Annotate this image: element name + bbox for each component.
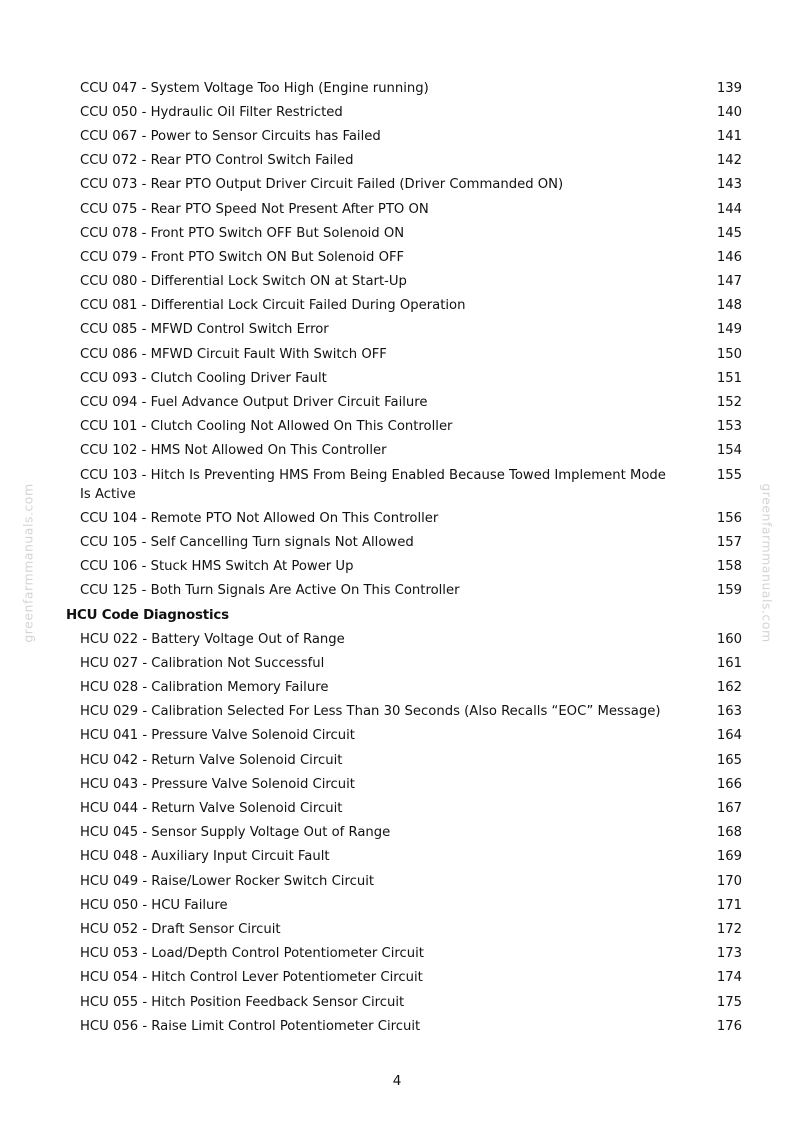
toc-entry[interactable] bbox=[66, 676, 746, 700]
toc-entry-title: CCU 104 - Remote PTO Not Allowed On This Controller bbox=[80, 510, 439, 526]
toc-entry[interactable] bbox=[66, 149, 746, 173]
toc-entry-title: HCU 043 - Pressure Valve Solenoid Circuit bbox=[80, 776, 355, 792]
toc-entry-page-number: 146 bbox=[716, 249, 742, 265]
toc-entry-title: HCU 042 - Return Valve Solenoid Circuit bbox=[80, 752, 343, 768]
toc-entry[interactable] bbox=[66, 173, 746, 197]
toc-entry[interactable] bbox=[66, 390, 746, 414]
toc-entry-page-number: 175 bbox=[716, 994, 742, 1010]
toc-entry-page-number: 164 bbox=[716, 728, 742, 744]
toc-entry-page-number: 172 bbox=[716, 921, 742, 937]
toc-entry-title: HCU 027 - Calibration Not Successful bbox=[80, 655, 325, 671]
toc-entry-page-number: 158 bbox=[716, 559, 742, 575]
toc-entry-page-number: 150 bbox=[716, 346, 742, 362]
toc-entry-page-number: 140 bbox=[716, 104, 742, 120]
toc-entry[interactable] bbox=[66, 700, 746, 724]
watermark-left: greenfarmmanuals.com bbox=[20, 483, 36, 643]
toc-entry-page-number: 176 bbox=[716, 1018, 742, 1034]
toc-entry-title: HCU 048 - Auxiliary Input Circuit Fault bbox=[80, 849, 330, 865]
toc-entry[interactable] bbox=[66, 415, 746, 439]
toc-entry-title: HCU 044 - Return Valve Solenoid Circuit bbox=[80, 801, 343, 817]
toc-entry[interactable] bbox=[66, 270, 746, 294]
page-number: 4 bbox=[392, 1073, 402, 1089]
toc-entry-title: HCU 052 - Draft Sensor Circuit bbox=[80, 921, 281, 937]
toc-entry-page-number: 160 bbox=[716, 631, 742, 647]
toc-entry[interactable] bbox=[66, 506, 746, 530]
toc-entry-page-number: 142 bbox=[716, 153, 742, 169]
toc-entry-title: CCU 105 - Self Cancelling Turn signals Not Allowed bbox=[80, 534, 414, 550]
toc-entry-page-number: 168 bbox=[716, 825, 742, 841]
toc-entry[interactable] bbox=[66, 966, 746, 990]
toc-entry[interactable] bbox=[66, 463, 746, 506]
toc-entry-title: HCU 050 - HCU Failure bbox=[80, 897, 228, 913]
toc-entry-page-number: 141 bbox=[716, 128, 742, 144]
toc-entry-page-number: 154 bbox=[716, 443, 742, 459]
toc-entry[interactable] bbox=[66, 748, 746, 772]
toc-entry-page-number: 156 bbox=[716, 510, 742, 526]
toc-entry-title: CCU 102 - HMS Not Allowed On This Controller bbox=[80, 443, 387, 459]
toc-entry[interactable] bbox=[66, 318, 746, 342]
toc-entry[interactable] bbox=[66, 439, 746, 463]
toc-entry-page-number: 148 bbox=[716, 298, 742, 314]
toc-entry[interactable] bbox=[66, 124, 746, 148]
toc-entry-title: CCU 106 - Stuck HMS Switch At Power Up bbox=[80, 559, 354, 575]
toc-entry-title: HCU 022 - Battery Voltage Out of Range bbox=[80, 631, 345, 647]
toc-entry-title: CCU 125 - Both Turn Signals Are Active On This Controller bbox=[80, 583, 460, 599]
toc-entry-title: CCU 067 - Power to Sensor Circuits has Failed bbox=[80, 128, 381, 144]
toc-entry[interactable] bbox=[66, 917, 746, 941]
toc-entry-title: HCU 054 - Hitch Control Lever Potentiometer Circuit bbox=[80, 970, 423, 986]
toc-entry-page-number: 145 bbox=[716, 225, 742, 241]
toc-entry-page-number: 143 bbox=[716, 177, 742, 193]
toc-entry-page-number: 159 bbox=[716, 583, 742, 599]
toc-entry[interactable] bbox=[66, 221, 746, 245]
toc-entry-title: HCU 055 - Hitch Position Feedback Sensor Circuit bbox=[80, 994, 405, 1010]
toc-entry-title: CCU 093 - Clutch Cooling Driver Fault bbox=[80, 370, 327, 386]
toc-entry[interactable] bbox=[66, 942, 746, 966]
toc-entry-title: HCU 056 - Raise Limit Control Potentiometer Circuit bbox=[80, 1018, 421, 1034]
toc-entry-page-number: 151 bbox=[716, 370, 742, 386]
toc-entry[interactable] bbox=[66, 990, 746, 1014]
toc-entry[interactable] bbox=[66, 530, 746, 554]
toc-entry-page-number: 144 bbox=[716, 201, 742, 217]
toc-entry[interactable] bbox=[66, 724, 746, 748]
toc-entry-page-number: 157 bbox=[716, 534, 742, 550]
toc-entry[interactable] bbox=[66, 651, 746, 675]
toc-entry-title: CCU 072 - Rear PTO Control Switch Failed bbox=[80, 153, 354, 169]
toc-entry-title: HCU 028 - Calibration Memory Failure bbox=[80, 680, 329, 696]
toc-entry-page-number: 169 bbox=[716, 849, 742, 865]
toc-entry-title: HCU 049 - Raise/Lower Rocker Switch Circuit bbox=[80, 873, 375, 889]
toc-entry-page-number: 139 bbox=[716, 80, 742, 96]
toc-entry[interactable] bbox=[66, 76, 746, 100]
table-of-contents bbox=[66, 76, 746, 1038]
toc-entry[interactable] bbox=[66, 821, 746, 845]
toc-entry[interactable] bbox=[66, 1014, 746, 1038]
toc-entry-page-number: 162 bbox=[716, 680, 742, 696]
toc-entry-page-number: 149 bbox=[716, 322, 742, 338]
toc-entry-page-number: 173 bbox=[716, 946, 742, 962]
toc-entry-page-number: 166 bbox=[716, 776, 742, 792]
watermark-right: greenfarmmanuals.com bbox=[759, 483, 775, 643]
toc-entry-title: CCU 094 - Fuel Advance Output Driver Circuit Failure bbox=[80, 395, 428, 411]
toc-entry-page-number: 165 bbox=[716, 752, 742, 768]
toc-entry[interactable] bbox=[66, 893, 746, 917]
toc-section-heading: HCU Code Diagnostics bbox=[66, 607, 229, 623]
toc-entry[interactable] bbox=[66, 366, 746, 390]
toc-entry-page-number: 147 bbox=[716, 274, 742, 290]
toc-entry-page-number: 153 bbox=[716, 419, 742, 435]
toc-entry[interactable] bbox=[66, 245, 746, 269]
toc-entry-page-number: 171 bbox=[716, 897, 742, 913]
toc-entry[interactable] bbox=[66, 100, 746, 124]
toc-entry-title: CCU 075 - Rear PTO Speed Not Present After PTO ON bbox=[80, 201, 429, 217]
toc-entry[interactable] bbox=[66, 342, 746, 366]
toc-entry[interactable] bbox=[66, 294, 746, 318]
toc-entry-title: CCU 073 - Rear PTO Output Driver Circuit Failed (Driver Commanded ON) bbox=[80, 177, 564, 193]
toc-entry[interactable] bbox=[66, 627, 746, 651]
toc-entry-title: CCU 101 - Clutch Cooling Not Allowed On This Controller bbox=[80, 419, 453, 435]
toc-entry-title: CCU 078 - Front PTO Switch OFF But Solenoid ON bbox=[80, 225, 405, 241]
toc-entry[interactable] bbox=[66, 579, 746, 603]
toc-entry-title: CCU 050 - Hydraulic Oil Filter Restricted bbox=[80, 104, 343, 120]
toc-entry[interactable] bbox=[66, 555, 746, 579]
toc-entry-title: HCU 053 - Load/Depth Control Potentiometer Circuit bbox=[80, 946, 424, 962]
toc-entry[interactable] bbox=[66, 197, 746, 221]
toc-entry-page-number: 163 bbox=[716, 704, 742, 720]
toc-entry-title: CCU 103 - Hitch Is Preventing HMS From Being Enabled Because Towed Implement Mode Is Active bbox=[80, 467, 666, 502]
toc-entry-page-number: 155 bbox=[716, 467, 742, 483]
toc-entry[interactable] bbox=[66, 869, 746, 893]
toc-entry-title: CCU 080 - Differential Lock Switch ON at Start-Up bbox=[80, 274, 407, 290]
toc-entry-page-number: 167 bbox=[716, 801, 742, 817]
toc-entry-title: HCU 041 - Pressure Valve Solenoid Circuit bbox=[80, 728, 355, 744]
toc-entry-page-number: 152 bbox=[716, 395, 742, 411]
toc-entry-page-number: 170 bbox=[716, 873, 742, 889]
toc-entry-title: CCU 086 - MFWD Circuit Fault With Switch OFF bbox=[80, 346, 387, 362]
toc-entry-title: CCU 079 - Front PTO Switch ON But Solenoid OFF bbox=[80, 249, 405, 265]
toc-entry-title: CCU 047 - System Voltage Too High (Engine running) bbox=[80, 80, 429, 96]
toc-entry-title: CCU 085 - MFWD Control Switch Error bbox=[80, 322, 329, 338]
toc-entry-title: CCU 081 - Differential Lock Circuit Failed During Operation bbox=[80, 298, 466, 314]
toc-entry-page-number: 161 bbox=[716, 655, 742, 671]
toc-entry[interactable] bbox=[66, 772, 746, 796]
toc-entry-page-number: 174 bbox=[716, 970, 742, 986]
toc-entry[interactable] bbox=[66, 845, 746, 869]
toc-entry-title: HCU 029 - Calibration Selected For Less Than 30 Seconds (Also Recalls “EOC” Message) bbox=[80, 704, 661, 720]
toc-entry[interactable] bbox=[66, 796, 746, 820]
toc-entry-title: HCU 045 - Sensor Supply Voltage Out of Range bbox=[80, 825, 391, 841]
